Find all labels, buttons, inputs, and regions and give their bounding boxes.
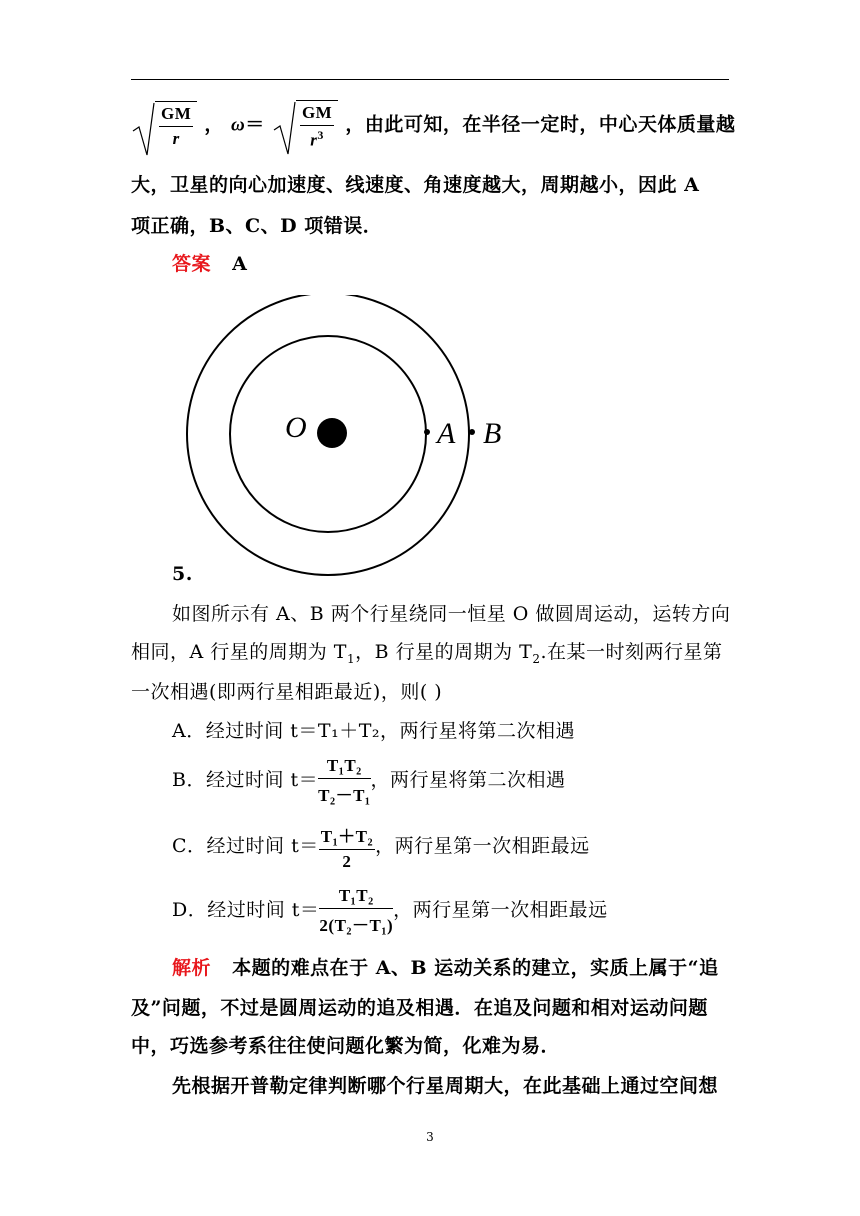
analysis-line-2: 及”问题，不过是圆周运动的追及相遇．在追及问题和相对运动问题	[131, 997, 708, 1019]
orbit-diagram	[180, 295, 520, 585]
option-c: C．经过时间 t＝ $\frac{\text{T₁＋T₂}}{2}$ ，两行星第一次相距最远	[172, 822, 590, 872]
answer-line	[172, 249, 247, 276]
answer-label: 答案	[172, 253, 212, 275]
analysis-line-1: 解析 本题的难点在于 A、B 运动关系的建立，实质上属于“追	[172, 957, 719, 979]
prev-line-3: 项正确，B、C、D 项错误．	[131, 215, 383, 237]
option-d: D．经过时间 t＝ $\frac{\text{T₁T₂}}{\text{2(T₂－T₁)}}$ ，两行星第一次相距最远	[172, 886, 608, 935]
prev-line-2: 大，卫星的向心加速度、线速度、角速度越大，周期越小，因此 A	[131, 174, 700, 196]
planet-b-dot	[469, 429, 475, 435]
analysis-label: 解析	[172, 957, 212, 979]
analysis-line-4: 先根据开普勒定律判断哪个行星周期大，在此基础上通过空间想	[172, 1075, 719, 1097]
fraction-d: $\frac{\text{T₁T₂}}{\text{2(T₂－T₁)}}$	[319, 886, 394, 935]
star-o	[317, 418, 347, 448]
fraction-c: $\frac{\text{T₁＋T₂}}{2}$	[319, 822, 375, 872]
label-o: O	[285, 411, 307, 444]
label-a: A	[437, 417, 456, 450]
sqrt-formula-omega: $\frac{GM}{r^3}$	[272, 100, 338, 151]
prev-line-1: $\frac{GM}{r}$ ， ω＝ $\frac{GM}{r^3}$ ，由此可知，在半径一定时，中心天体质量越	[131, 100, 735, 151]
fraction-b: $\frac{\text{T₁T₂}}{\text{T₂－T₁}}$	[318, 756, 371, 805]
header-rule	[131, 79, 729, 80]
question-number: 5.	[172, 563, 193, 585]
label-b: B	[483, 417, 502, 450]
option-a: A．经过时间 t＝T₁＋T₂，两行星将第二次相遇	[172, 720, 575, 742]
option-b: B．经过时间 t＝ $\frac{\text{T₁T₂}}{\text{T₂－T₁}}$ ，两行星将第二次相遇	[172, 756, 566, 805]
answer-value: A	[232, 253, 248, 275]
question-stem-2: 相同，A 行星的周期为 $T_1$，B 行星的周期为 $T_2$.在某一时刻两行星第	[131, 641, 723, 666]
question-stem-1: 如图所示有 A、B 两个行星绕同一恒星 O 做圆周运动，运转方向	[172, 603, 731, 625]
planet-a-dot	[424, 429, 430, 435]
question-stem-3: 一次相遇(即两行星相距最近)，则( )	[131, 681, 443, 703]
analysis-line-3: 中，巧选参考系往往使问题化繁为简，化难为易．	[131, 1035, 561, 1057]
page-number: 3	[426, 1130, 434, 1144]
sqrt-formula-v: $\frac{GM}{r}$	[131, 101, 197, 149]
